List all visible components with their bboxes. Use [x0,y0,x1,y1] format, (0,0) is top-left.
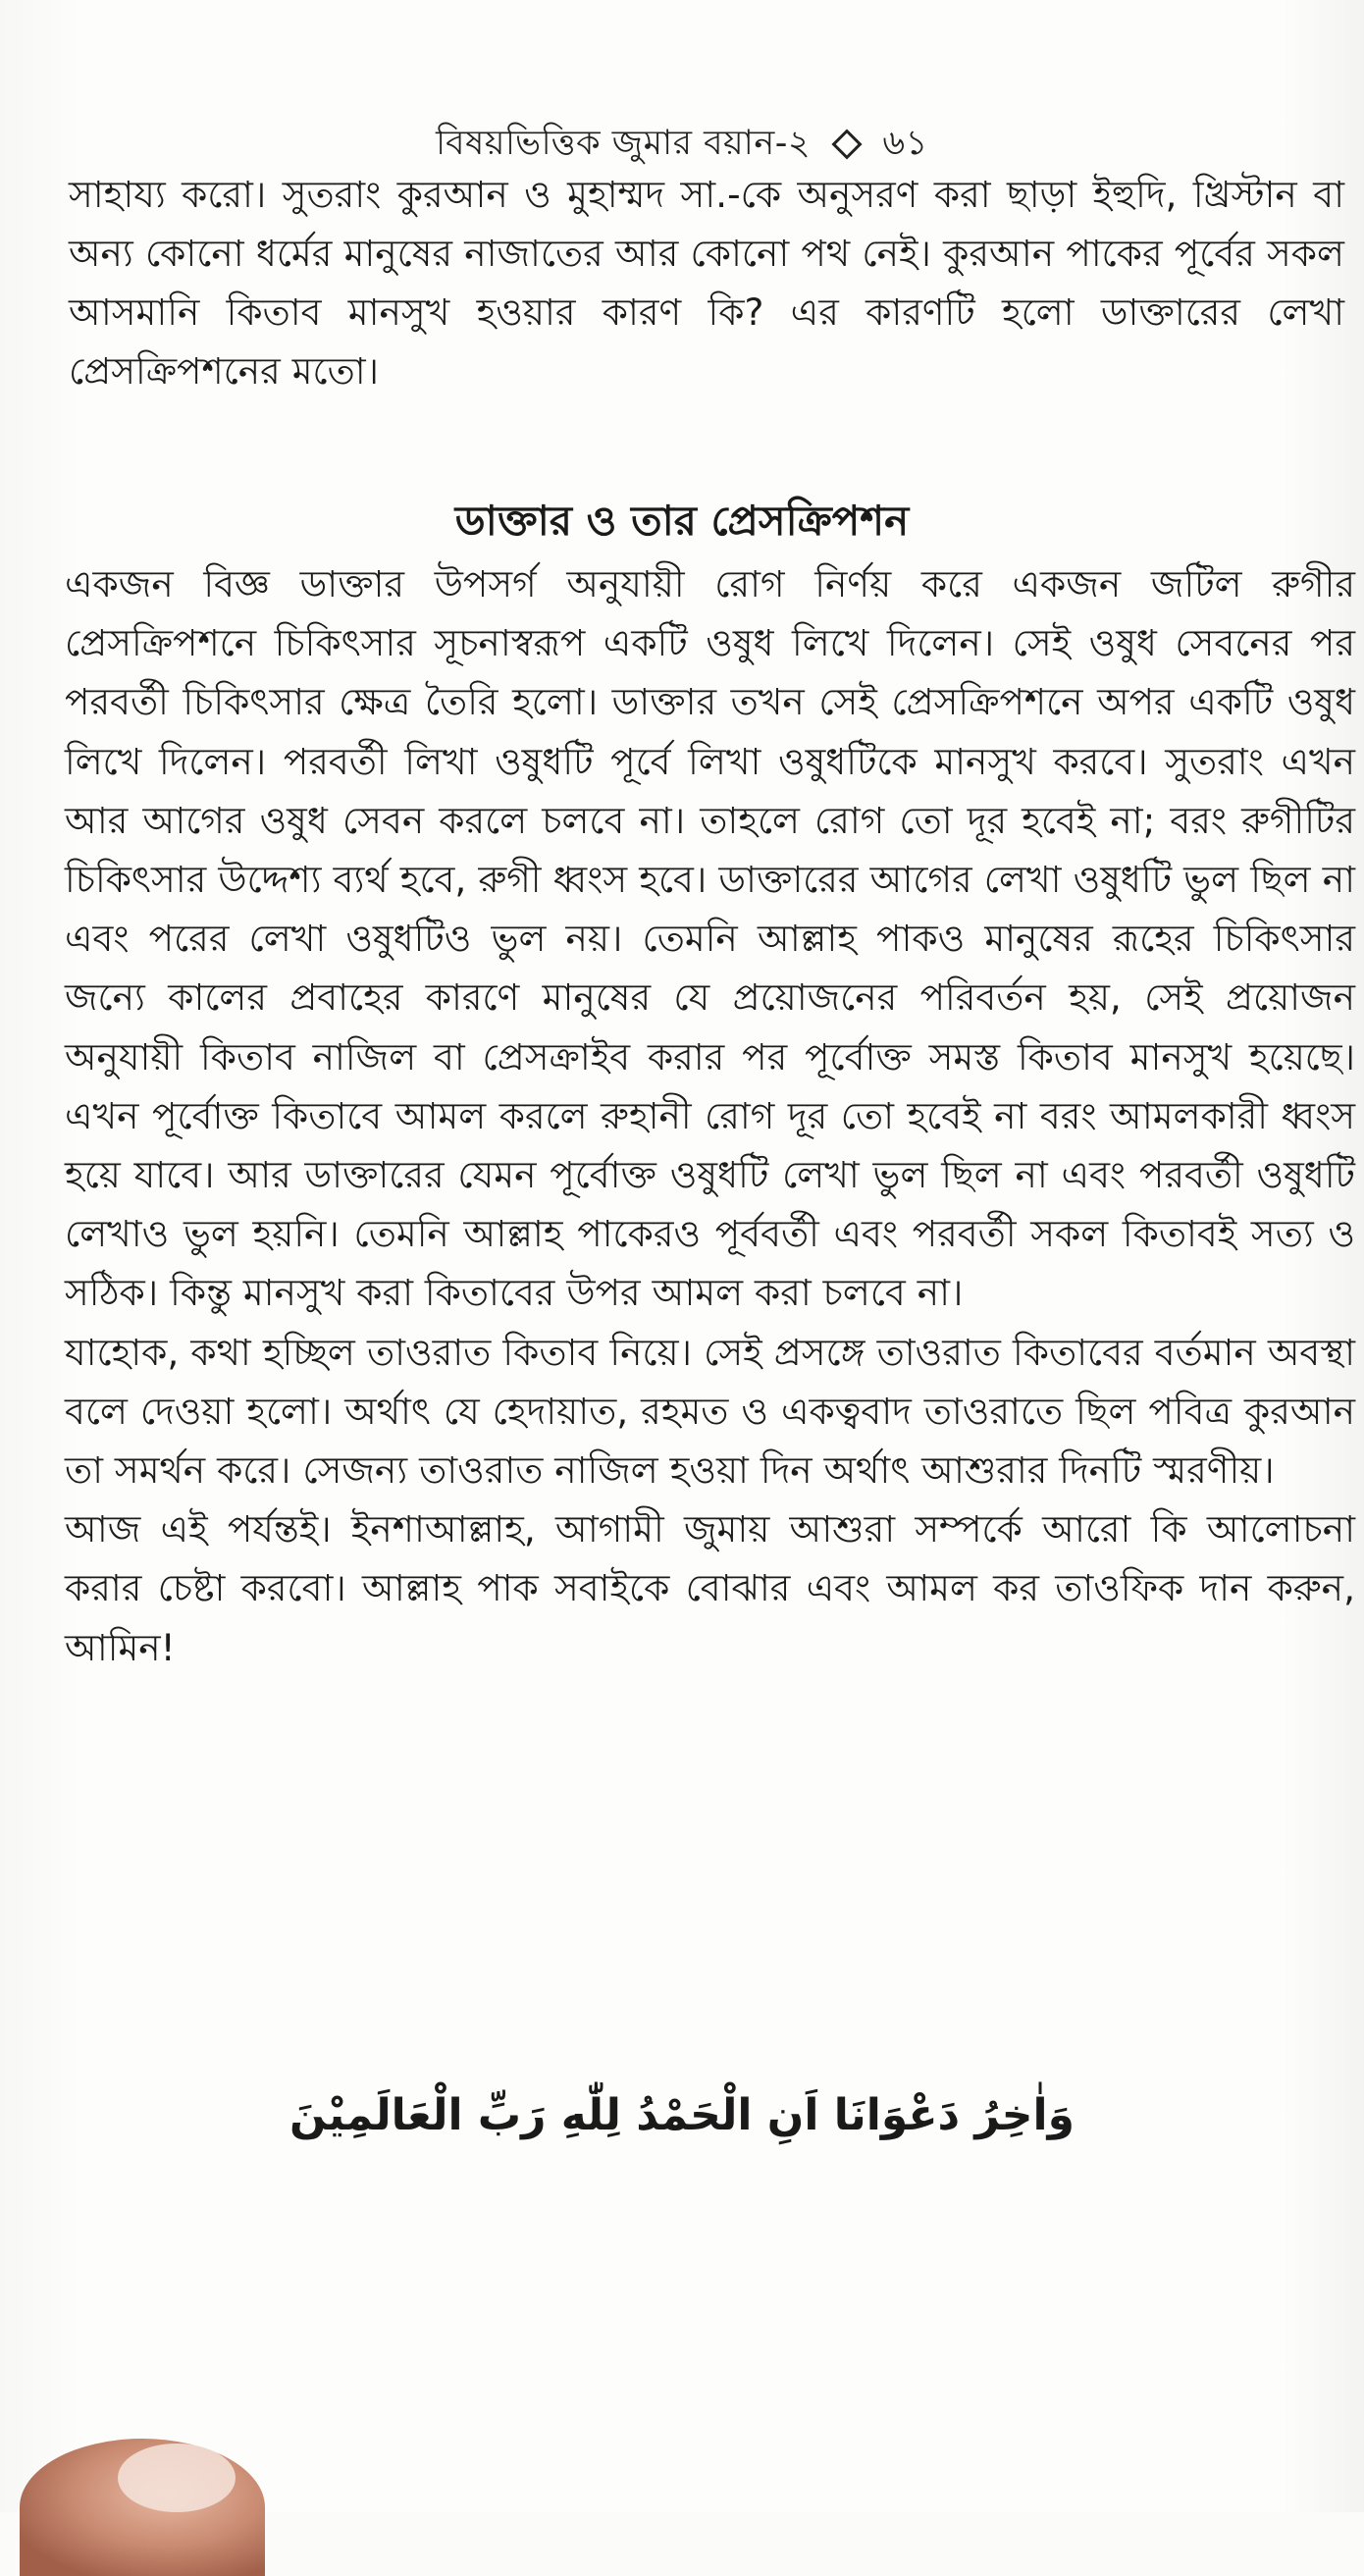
paragraph-tawrat: যাহোক, কথা হচ্ছিল তাওরাত কিতাব নিয়ে। সেই প্রসঙ্গে তাওরাত কিতাবের বর্তমান অবস্থা বলে দেওয়া হলো। অর্থাৎ যে হেদায়াত, রহমত ও একত্ববাদ তাওরাতে ছিল পবিত্র কুরআন তা সমর্থন করে। সেজন্য তাওরাত নাজিল হওয়া দিন অর্থাৎ আশুরার দিনটি স্মরণীয়। [65,1330,1355,1493]
intro-text: সাহায্য করো। সুতরাং কুরআন ও মুহাম্মদ সা.-কে অনুসরণ করা ছাড়া ইহুদি, খ্রিস্টান বা অন্য কোনো ধর্মের মানুষের নাজাতের আর কোনো পথ নেই। কুরআন পাকের পূর্বের সকল আসমানি কিতাব মানসুখ হওয়ার কারণ কি? এর কারণটি হলো ডাক্তারের লেখা প্রেসক্রিপশনের মতো। [69,173,1344,393]
diamond-ornament-icon [831,129,862,159]
closing-arabic-dua: وَاٰخِرُ دَعْوَانَا اَنِ الْحَمْدُ لِلّٰهِ رَبِّ الْعَالَمِيْنَ [289,2090,1075,2140]
header-book-title: বিষয়ভিত্তিক জুমার বয়ান-২ [436,124,812,163]
section-heading: ডাক্তার ও তার প্রেসক্রিপশন [454,497,910,545]
intro-paragraph [69,165,1344,400]
paragraph-prescription: একজন বিজ্ঞ ডাক্তার উপসর্গ অনুযায়ী রোগ নির্ণয় করে একজন জটিল রুগীর প্রেসক্রিপশনে চিকিৎসার সূচনাস্বরূপ একটি ওষুধ লিখে দিলেন। সেই ওষুধ সেবনের পর পরবর্তী চিকিৎসার ক্ষেত্র তৈরি হলো। ডাক্তার তখন সেই প্রেসক্রিপশনে অপর একটি ওষুধ লিখে দিলেন। পরবর্তী লিখা ওষুধটি পূর্বে লিখা ওষুধটিকে মানসুখ করবে। সুতরাং এখন আর আগের ওষুধ সেবন করলে চলবে না। তাহলে রোগ তো দূর হবেই না; বরং রুগীটির চিকিৎসার উদ্দেশ্য ব্যর্থ হবে, রুগী ধ্বংস হবে। ডাক্তারের আগের লেখা ওষুধটি ভুল ছিল না এবং পরের লেখা ওষুধটিও ভুল নয়। তেমনি আল্লাহ পাকও মানুষের রূহের চিকিৎসার জন্যে কালের প্রবাহের কারণে মানুষের যে প্রয়োজনের পরিবর্তন হয়, সেই প্রয়োজন অনুযায়ী কিতাব নাজিল বা প্রেসক্রাইব করার পর পূর্বোক্ত সমস্ত কিতাব মানসুখ হয়েছে। এখন পূর্বোক্ত কিতাবে আমল করলে রুহানী রোগ দূর তো হবেই না বরং আমলকারী ধ্বংস হয়ে যাবে। আর ডাক্তারের যেমন পূর্বোক্ত ওষুধটি লেখা ভুল ছিল না এবং পরবর্তী ওষুধটি লেখাও ভুল হয়নি। তেমনি আল্লাহ পাকেরও পূর্ববর্তী এবং পরবর্তী সকল কিতাবই সত্য ও সঠিক। কিন্তু মানসুখ করা কিতাবের উপর আমল করা চলবে না। [65,562,1355,1315]
page-number: ৬১ [882,124,928,163]
paragraph-closing: আজ এই পর্যন্তই। ইনশাআল্লাহ, আগামী জুমায় আশুরা সম্পর্কে আরো কি আলোচনা করার চেষ্টা করবো। আল্লাহ পাক সবাইকে বোঝার এবং আমল কর তাওফিক দান করুন, আমিন! [65,1507,1355,1669]
main-body [65,554,1355,1677]
fingernail-artifact [118,2444,236,2512]
